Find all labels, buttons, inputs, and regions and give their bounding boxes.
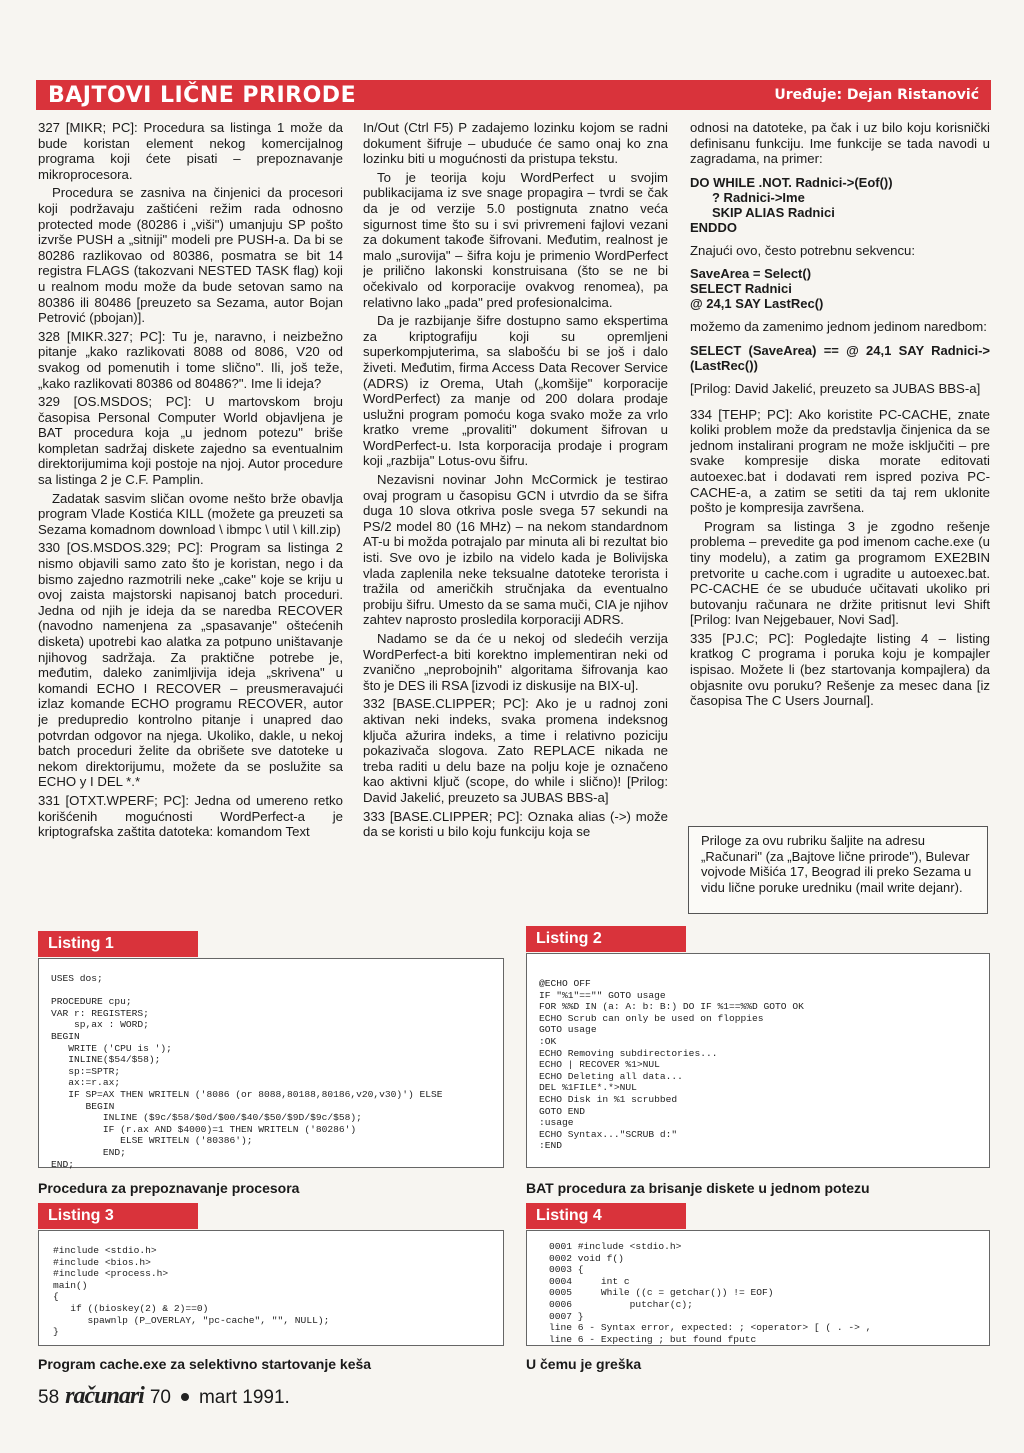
paragraph: Program sa listinga 3 je zgodno rešenje problema – prevedite ga pod imenom cache.exe (u tiny modelu), a zatim ga programom EXE2BIN pretvorite u cache.com i ugradite u autoexec.bat. PC-CACHE će se ubuduće učitavati ukoliko pri butovanju računara ne držite pritisnut levi Shift [Prilog: Ivan Nejgebauer, Novi Sad].: [690, 518, 990, 628]
submission-notice: [688, 826, 988, 914]
section-editor: Uređuje: Dejan Ristanović: [774, 87, 979, 103]
listing-3-code: #include <stdio.h> #include <bios.h> #include <process.h> main() { if ((bioskey(2) & 2)==0) spawnlp (P_OVERLAY, "pc-cache", "", NULL); }: [53, 1245, 330, 1338]
paragraph: [Prilog: David Jakelić, preuzeto sa JUBAS BBS-a]: [690, 380, 981, 396]
paragraph: 328 [MIKR.327; PC]: Tu je, naravno, i neizbežno pitanje „kako razlikovati 8088 od 8086, V20 od svakog od pomenutih i tome slično". Ili, još teže, „kako razlikovati 80386 od 80486?". Ime li ideja?: [38, 328, 343, 391]
listing-1-code: USES dos; PROCEDURE cpu; VAR r: REGISTERS; sp,ax : WORD; BEGIN WRITE ('CPU is '); INLINE($54/$58); sp:=SPTR; ax:=r.ax; IF SP=AX THEN WRITELN ('8086 (or 8088,80188,80186,v20,v30)') ELSE BEGIN INLINE ($9c/$58/$0d/$00/$40/$50/$9D/$9c/$58); IF (r.ax AND $4000)=1 THEN WRITELN ('80286') ELSE WRITELN ('80386'); END; END;: [51, 973, 443, 1170]
listing-1: [38, 935, 504, 1170]
text-column-1: [38, 120, 343, 920]
listing-2-caption: BAT procedura za brisanje diskete u jednom potezu: [526, 1180, 870, 1196]
code-snippet: [690, 175, 990, 235]
paragraph: Procedura se zasniva na činjenici da procesori koji podržavaju zaštićeni režim rada odnosno protected mode (80286 i „viši") umanjuju SP pošto izvrše PUSH a „sitniji" modeli pre PUSH-a. Da bi se 80286 razlikovao od 80386, posmatra se bit 14 registra FLAGS (takozvani NESTED TASK flag) koji u realnom modu može da bude setovan samo na 80386 ili 80486 [preuzeto sa Sezama, autor Bojan Petrović (pbojan)].: [38, 185, 343, 326]
code-line: @ 24,1 SAY LastRec(): [690, 296, 824, 312]
paragraph: In/Out (Ctrl F5) P zadajemo lozinku kojom se radni dokument šifruje – ubuduće će samo onaj ko zna lozinku biti u mogućnosti da pristupa tekstu.: [363, 120, 668, 167]
section-title: BAJTOVI LIČNE PRIRODE: [48, 82, 357, 108]
listing-4: [526, 1207, 990, 1346]
code-line: ENDDO: [690, 219, 737, 235]
code-line: SKIP ALIAS Radnici: [712, 204, 835, 220]
text-column-2: [363, 120, 668, 920]
paragraph: 330 [OS.MSDOS.329; PC]: Program sa listinga 2 nismo objavili samo zato što je koristan, nego i da bismo zajedno razmotrili neke „cake" koje se kriju u ovoj zaista majstorski napisanoj batch proceduri. Jedna od njih je ideja da se naredba RECOVER (navodno namenjena za „spasavanje" oštećenih disketa) upotrebi kao alatka za potpuno uništavanje njihovog sadržaja. Za praktične potrebe je, međutim, daleko zanimljivija ideja „skrivena" u komandi ECHO I RECOVER – preusmeravajući izlaz komande ECHO programu RECOVER, autor je predupredio kontrolno pitanje i unapred dao potvrdan odgovor na njega. Ukoliko, dakle, u nekoj batch proceduri želite da obrišete sve datoteke u nekom direktorijumu, možete da se poslužite sa ECHO y I DEL *.*: [38, 540, 343, 790]
paragraph: Nezavisni novinar John McCormick je testirao ovaj program u časopisu GCN i utvrdio da se šifra duga 10 slova otkriva posle svega 57 sekundi na PS/2 model 80 (16 MHz) – na nekom standardnom AT-u bi možda potrajalo par minuta ali bi rezultat bio isti. Sve ovo je izbilo na videlo kada je Bolivijska vlada zaplenila neke teksualne datoteke terorista i tražila od američkih stručnjaka da eventualno probiju šifru. Umesto da se sama muči, CIA je njihov zahtev naprosto prosledila korporaciji ADRS.: [363, 472, 668, 628]
listing-4-code: 0001 #include <stdio.h> 0002 void f() 0003 { 0004 int c 0005 While ((c = getchar()) != EOF) 0006 putchar(c); 0007 } line 6 - Syntax error, expected: ; <operator> [ ( . -> , line 6 - Expecting ; but found fputc: [549, 1241, 872, 1345]
issue-number: 70: [149, 1387, 171, 1408]
listing-3-label: Listing 3: [38, 1203, 198, 1229]
paragraph: 332 [BASE.CLIPPER; PC]: Ako je u radnoj zoni aktivan neki indeks, svaka promena indeksnog ključa ažurira indeks, a time i relativno poziciju pokazivača slogova. Zato REPLACE nikada ne treba raditi u delu baze na polju koje je označeno kao aktivni ključ (scope, do while i slično)! [Prilog: David Jakelić, preuzeto sa JUBAS BBS-a]: [363, 696, 668, 805]
listing-3-caption: Program cache.exe za selektivno startovanje keša: [38, 1356, 372, 1372]
code-line: SELECT (SaveArea) == @ 24,1 SAY Radnici->(LastRec()): [690, 342, 990, 373]
listing-2: [526, 930, 990, 1168]
page-number: 58: [38, 1387, 60, 1408]
section-header: [36, 80, 991, 110]
listing-3: [38, 1207, 504, 1346]
paragraph: 333 [BASE.CLIPPER; PC]: Oznaka alias (->) može da se koristi u bilo koju funkciju koja se: [363, 808, 668, 840]
listing-4-caption: U čemu je greška: [526, 1356, 642, 1372]
issue-date: mart 1991.: [198, 1387, 290, 1408]
paragraph: 331 [OTXT.WPERF; PC]: Jedna od umereno retko korišćenih mogućnosti WordPerfect-a je kriptografska zaštita datoteka: komandom Text: [38, 792, 343, 840]
listing-2-label: Listing 2: [526, 926, 686, 952]
paragraph: odnosi na datoteke, pa čak i uz bilo koju korisnički definisanu funkciju. Ime funkcije se tada navodi u zagradama, na primer:: [690, 120, 990, 167]
bullet-dot-icon: [181, 1393, 189, 1401]
page-footer: [38, 1383, 290, 1410]
code-snippet: [690, 343, 990, 373]
text-column-3: [690, 120, 990, 820]
magazine-logo: računari: [65, 1383, 144, 1409]
paragraph: Nadamo se da će u nekoj od sledećih verzija WordPerfect-a biti korektno implementiran neki od zvanično „neprobojnih" algoritama šifrovanja kao što je DES ili RSA [izvodi iz diskusije na BIX-u].: [363, 631, 668, 693]
code-line: SELECT Radnici: [690, 281, 792, 297]
code-line: ? Radnici->Ime: [712, 189, 805, 205]
listing-2-code: @ECHO OFF IF "%1"=="" GOTO usage FOR %%D IN (a: A: b: B:) DO IF %1==%%D GOTO OK ECHO Scrub can only be used on floppies GOTO usage :OK ECHO Removing subdirectories... ECHO | RECOVER %1>NUL ECHO Deleting all data... DEL %1FILE*.*>NUL ECHO Disk in %1 scrubbed GOTO END :usage ECHO Syntax..."SCRUB d:" :END: [539, 978, 804, 1152]
paragraph: Znajući ovo, često potrebnu sekvencu:: [690, 242, 916, 258]
code-line: DO WHILE .NOT. Radnici->(Eof()): [690, 174, 893, 190]
paragraph: 327 [MIKR; PC]: Procedura sa listinga 1 može da bude koristan element nekog komercijalnog programa koji ćete pisati – prepoznavanje mikroprocesora.: [38, 120, 343, 182]
paragraph: To je teorija koju WordPerfect u svojim publikacijama iz sve snage propagira – tvrdi se čak da je od verzije 5.0 postignuta znatno veća sigurnost time što su i svi privremeni fajlovi vezani za dokument takođe šifrovani. Međutim, realnost je malo „surovija" – šifra koju je primenio WordPerfect je prilično lakonski konstruisana (što se ne bi očekivalo od korporacije ovakvog renomea), pa relativno lako „pada" pred profesionalcima.: [363, 169, 668, 310]
code-line: SaveArea = Select(): [690, 266, 812, 282]
listing-4-label: Listing 4: [526, 1203, 686, 1229]
paragraph: Zadatak sasvim sličan ovome nešto brže obavlja program Vlade Kostića KILL (možete ga preuzeti sa Sezama komadnom download \ ibmpc \ util \ kill.zip): [38, 490, 343, 537]
notice-text: Priloge za ovu rubriku šaljite na adresu „Računari" (za „Bajtove lične prirode"), Bulevar vojvode Mišića 17, Beograd ili preko Sezama u vidu lične poruke uredniku (mail write dejanr).: [701, 833, 972, 895]
listing-1-label: Listing 1: [38, 931, 198, 957]
paragraph: 335 [PJ.C; PC]: Pogledajte listing 4 – listing kratkog C programa i poruka koju je kompajler ispisao. Možete li (bez startovanja kompajlera) da objasnite ovu poruku? Rešenje za mesec dana [iz časopisa The C Users Journal].: [690, 630, 990, 709]
paragraph: možemo da zamenimo jednom jedinom naredbom:: [690, 319, 987, 335]
paragraph: 329 [OS.MSDOS; PC]: U martovskom broju časopisa Personal Computer World objavljena je BAT procedura koja „u jednom potezu" briše kompletan sadržaj diskete zajedno sa eventualnim direktorijumima koji postoje na njoj. Autor procedure sa listinga 2 je C.F. Pamplin.: [38, 394, 343, 488]
paragraph: Da je razbijanje šifre dostupno samo ekspertima za kriptografiju koji su opremljeni superkompjuterima, sa slabošću bi se još i dalo živeti. Međutim, firma Access Data Recover Service (ADRS) iz Orema, Utah („komšije" korporacije WordPerfect) za manje od 200 dolara prodaje uslužni program pomoću koga svako može za vrlo kratko vreme „provaliti" dokument šifrovan u WordPerfect-u. Ista korporacija prodaje i program koji „razbija" Lotus-ovu šifru.: [363, 313, 668, 469]
paragraph: 334 [TEHP; PC]: Ako koristite PC-CACHE, znate koliki problem može da predstavlja činjenica da se jednom instalirani program ne može isključiti – pre svake kompresije diska morate editovati autoexec.bat i dodavati rem ispred poziva PC-CACHE-a, a zatim se setiti da taj rem uklonite pošto je kompresija završena.: [690, 406, 990, 516]
code-snippet: [690, 266, 990, 311]
listing-1-caption: Procedura za prepoznavanje procesora: [38, 1180, 300, 1196]
